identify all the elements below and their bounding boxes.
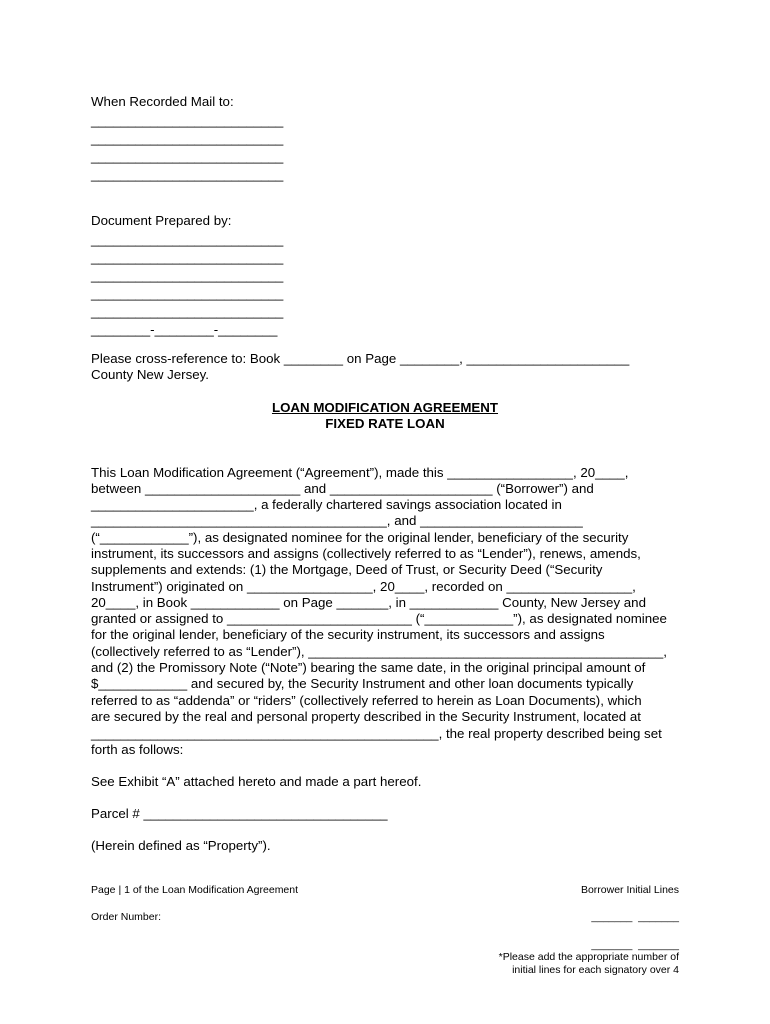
body-line: Instrument”) originated on _________________, 20____, recorded on _________________, <box>91 579 636 594</box>
body-line: (collectively referred to as “Lender”), ________________________________________________, <box>91 644 667 659</box>
body-line: and (2) the Promissory Note (“Note”) bearing the same date, in the original principal amount of <box>91 660 646 675</box>
borrower-initial-heading: Borrower Initial Lines <box>580 884 679 896</box>
body-line: _______________________________________________, the real property described being set <box>91 726 662 741</box>
body-line: ________________________________________, and ______________________ <box>91 513 583 528</box>
prepared-by-line[interactable]: __________________________ <box>91 232 284 247</box>
body-line: This Loan Modification Agreement (“Agreement”), made this _________________, 20____, <box>91 465 629 480</box>
document-subtitle: FIXED RATE LOAN <box>325 416 445 431</box>
recorded-mail-line[interactable]: __________________________ <box>91 167 284 182</box>
prepared-by-line[interactable]: __________________________ <box>91 250 284 265</box>
body-line: 20____, in Book ____________ on Page _______, in ____________ County, New Jersey and <box>91 595 646 610</box>
document-title <box>0 400 770 416</box>
body-line: referred to as “addenda” or “riders” (collectively referred to herein as Loan Documents), which <box>91 693 642 708</box>
body-line: ______________________, a federally chartered savings association located in <box>91 497 562 512</box>
parcel-line[interactable]: Parcel # _________________________________ <box>91 806 388 821</box>
borrower-initial-lines[interactable]: _______ _______ <box>591 939 679 951</box>
recorded-mail-label: When Recorded Mail to: <box>91 94 234 109</box>
initial-lines-note: *Please add the appropriate number of <box>498 951 679 963</box>
recorded-mail-line[interactable]: __________________________ <box>91 113 284 128</box>
property-definition: (Herein defined as “Property”). <box>91 838 271 853</box>
prepared-by-line[interactable]: __________________________ <box>91 286 284 301</box>
body-line: granted or assigned to _________________________ (“____________”), as designated nominee <box>91 611 667 626</box>
prepared-by-label: Document Prepared by: <box>91 213 232 228</box>
page-number-label: Page | 1 of the Loan Modification Agreement <box>91 884 299 896</box>
body-line: instrument, its successors and assigns (collectively referred to as “Lender”), renews, amends, <box>91 546 641 561</box>
recorded-mail-line[interactable]: __________________________ <box>91 149 284 164</box>
prepared-by-phone-line[interactable]: ________-________-________ <box>91 322 278 337</box>
body-line: supplements and extends: (1) the Mortgage, Deed of Trust, or Security Deed (“Security <box>91 562 603 577</box>
cross-reference-county: County New Jersey. <box>91 367 209 382</box>
body-line: are secured by the real and personal property described in the Security Instrument, located at <box>91 709 641 724</box>
borrower-initial-lines[interactable]: _______ _______ <box>591 911 679 923</box>
recorded-mail-line[interactable]: __________________________ <box>91 131 284 146</box>
body-line: between _____________________ and ______________________ (“Borrower”) and <box>91 481 594 496</box>
body-line: (“____________”), as designated nominee for the original lender, beneficiary of the security <box>91 530 629 545</box>
exhibit-reference: See Exhibit “A” attached hereto and made a part hereof. <box>91 774 422 789</box>
order-number-label: Order Number: <box>91 911 162 923</box>
body-line: for the original lender, beneficiary of the security instrument, its successors and assigns <box>91 627 605 642</box>
cross-reference-line: Please cross-reference to: Book ________ on Page ________, ______________________ <box>91 351 630 366</box>
body-line: forth as follows: <box>91 742 184 757</box>
prepared-by-line[interactable]: __________________________ <box>91 304 284 319</box>
initial-lines-note: initial lines for each signatory over 4 <box>512 964 679 976</box>
document-title-text: LOAN MODIFICATION AGREEMENT <box>271 400 499 415</box>
body-line: $____________ and secured by, the Security Instrument and other loan documents typically <box>91 676 634 691</box>
prepared-by-line[interactable]: __________________________ <box>91 268 284 283</box>
